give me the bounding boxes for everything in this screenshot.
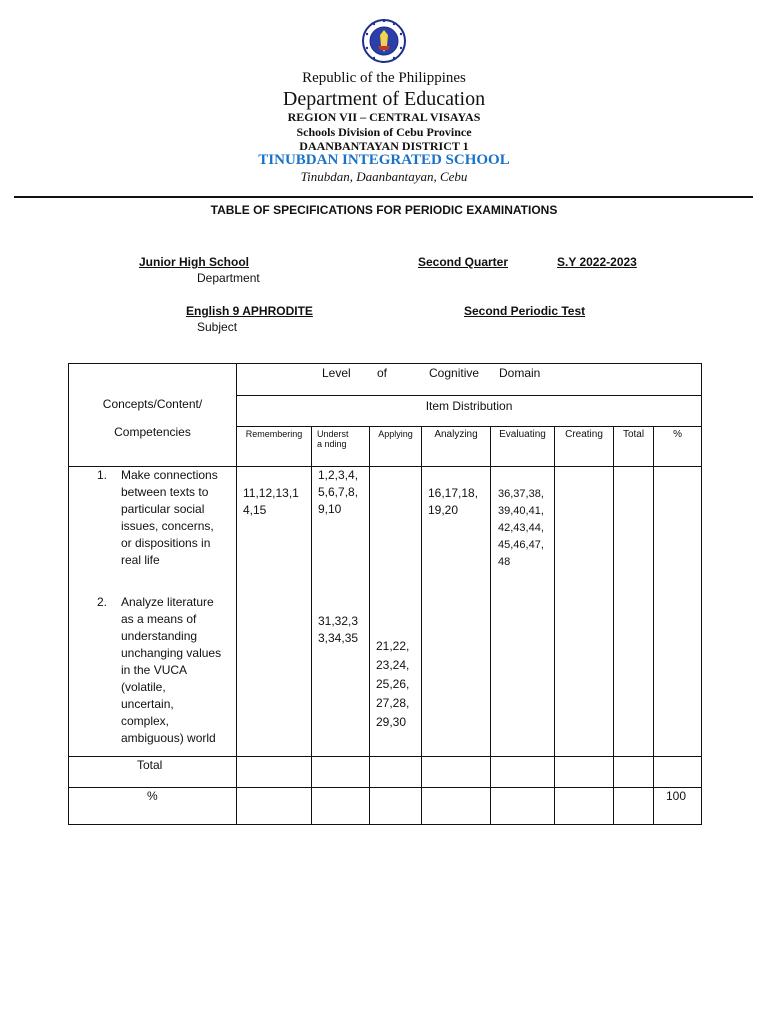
col-applying: Applying: [370, 427, 422, 467]
domain-word-1: Level: [322, 366, 351, 380]
competency-1-line: real life: [121, 553, 160, 567]
domain-word-3: Cognitive: [429, 366, 480, 380]
competency-2-text: [121, 594, 221, 747]
header-divider: [14, 196, 753, 198]
competency-2-line: uncertain,: [121, 697, 174, 711]
remembering-cell: [237, 467, 312, 757]
competency-1-text: [121, 467, 218, 569]
school-year-value: S.Y 2022-2023: [557, 255, 637, 269]
percent-row-label: %: [69, 788, 237, 825]
item-line: 36,37,38,: [498, 488, 544, 500]
deped-seal-logo: [361, 10, 407, 72]
total-row-cell: [237, 757, 312, 788]
document-title: TABLE OF SPECIFICATIONS FOR PERIODIC EXAMINATIONS: [210, 203, 558, 217]
percent-row-cell: [555, 788, 614, 825]
subject-label: Subject: [197, 320, 238, 334]
col-understanding-label: Understa nding: [317, 429, 349, 449]
col-analyzing: Analyzing: [422, 427, 491, 467]
total-row-cell: [491, 757, 555, 788]
col-total: Total: [614, 427, 654, 467]
col-understanding: [312, 427, 370, 467]
total-row-cell: [422, 757, 491, 788]
item-line: 16,17,18,: [428, 486, 479, 500]
total-cell: [614, 467, 654, 757]
applying-items-2: [370, 467, 421, 732]
division-line: Schools Division of Cebu Province: [296, 125, 472, 139]
item-distribution-header: Item Distribution: [237, 396, 702, 427]
total-row-cell: [654, 757, 702, 788]
percent-row-cell: [312, 788, 370, 825]
item-line: 25,26,: [376, 677, 410, 691]
competency-1-number: 1.: [97, 468, 108, 482]
item-line: 45,46,47,: [498, 539, 544, 551]
domain-word-4: Domain: [499, 366, 541, 380]
understanding-cell: [312, 467, 370, 757]
competency-2-line: Analyze literature: [121, 595, 214, 609]
competencies-cell: [69, 467, 237, 757]
item-line: 48: [498, 556, 511, 568]
competency-2-line: complex,: [121, 714, 170, 728]
competency-1-line: particular social: [121, 502, 205, 516]
row-header-cell: [69, 364, 237, 467]
item-line: 31,32,3: [318, 614, 359, 628]
competency-2-line: ambiguous) world: [121, 731, 216, 745]
percent-row-cell: [237, 788, 312, 825]
subject-value: English 9 APHRODITE: [186, 304, 313, 318]
analyzing-items-1: [422, 467, 490, 519]
row-header-line1: Concepts/Content/: [102, 397, 203, 411]
competency-1-line: issues, concerns,: [121, 519, 214, 533]
competency-2-line: (volatile,: [121, 680, 166, 694]
analyzing-cell: [422, 467, 491, 757]
competency-2-line: unchanging values: [121, 646, 222, 660]
district-line: DAANBANTAYAN DISTRICT 1: [299, 139, 469, 153]
col-percent: %: [654, 427, 702, 467]
school-name: TINUBDAN INTEGRATED SCHOOL: [258, 152, 510, 168]
region-line: REGION VII – CENTRAL VISAYAS: [287, 110, 481, 124]
competency-2-number: 2.: [97, 595, 108, 609]
competency-1-line: or dispositions in: [121, 536, 211, 550]
item-line: 1,2,3,4,: [318, 468, 359, 482]
col-creating: Creating: [555, 427, 614, 467]
school-address: Tinubdan, Daanbantayan, Cebu: [300, 169, 468, 184]
total-row-cell: [614, 757, 654, 788]
evaluating-items-1: [491, 467, 554, 571]
percent-cell: [654, 467, 702, 757]
cognitive-domain-header: [237, 364, 702, 396]
total-row-cell: [312, 757, 370, 788]
percent-row-cell: [614, 788, 654, 825]
percent-row-cell: [370, 788, 422, 825]
item-line: 9,10: [318, 502, 342, 516]
remembering-items-1: [237, 467, 311, 519]
item-line: 21,22,: [376, 639, 410, 653]
competency-2-line: as a means of: [121, 612, 197, 626]
total-row-cell: [555, 757, 614, 788]
total-row-label: Total: [69, 757, 237, 788]
understanding-items-1: [312, 467, 369, 518]
quarter-value: Second Quarter: [418, 255, 509, 269]
total-row-cell: [370, 757, 422, 788]
department-line: Department of Education: [282, 88, 486, 110]
creating-cell: [555, 467, 614, 757]
item-line: 42,43,44,: [498, 522, 544, 534]
competency-1-line: Make connections: [121, 468, 218, 482]
republic-line: Republic of the Philippines: [302, 70, 466, 86]
test-value: Second Periodic Test: [464, 304, 586, 318]
domain-word-2: of: [377, 366, 388, 380]
department-value: Junior High School: [139, 255, 249, 269]
item-line: 39,40,41,: [498, 505, 544, 517]
item-line: 23,24,: [376, 658, 410, 672]
item-line: 27,28,: [376, 696, 410, 710]
percent-row-cell: [491, 788, 555, 825]
item-line: 3,34,35: [318, 631, 359, 645]
row-header-line2: Competencies: [114, 425, 191, 439]
competency-1-line: between texts to: [121, 485, 209, 499]
department-label: Department: [197, 271, 260, 285]
percent-row-value: 100: [654, 788, 702, 825]
item-line: 4,15: [243, 503, 267, 517]
item-line: 29,30: [376, 715, 407, 729]
applying-cell: [370, 467, 422, 757]
competency-2-line: in the VUCA: [121, 663, 188, 677]
item-line: 19,20: [428, 503, 459, 517]
understanding-items-2: [312, 518, 369, 647]
item-line: 11,12,13,1: [243, 486, 299, 500]
competency-2-line: understanding: [121, 629, 198, 643]
percent-row-cell: [422, 788, 491, 825]
specifications-table: [68, 363, 702, 825]
evaluating-cell: [491, 467, 555, 757]
item-line: 5,6,7,8,: [318, 485, 359, 499]
col-evaluating: Evaluating: [491, 427, 555, 467]
col-remembering: Remembering: [237, 427, 312, 467]
